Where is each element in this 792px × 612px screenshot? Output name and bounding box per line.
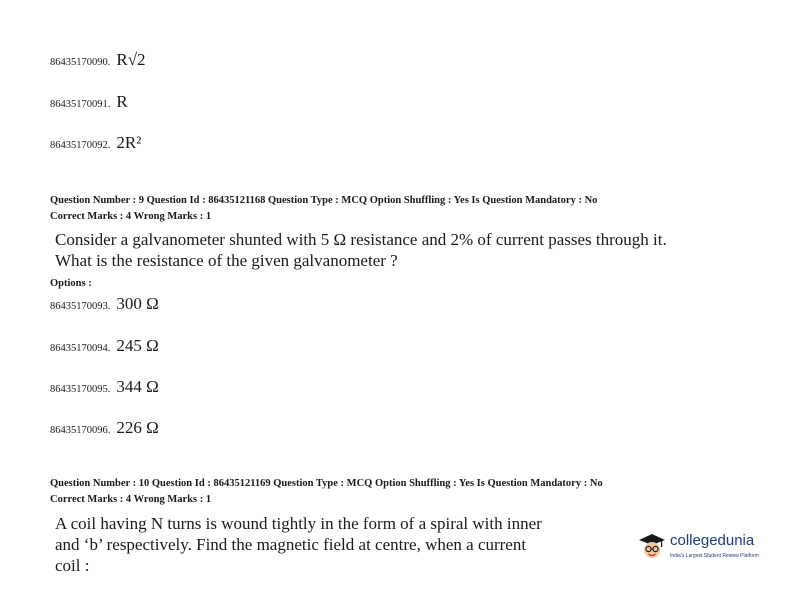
option-row: [50, 377, 159, 397]
option-value: R: [116, 92, 128, 111]
option-value: 226 Ω: [116, 418, 159, 437]
option-value: 300 Ω: [116, 294, 159, 313]
question-meta: Question Number : 9 Question Id : 86435121168 Question Type : MCQ Option Shuffling : Yes Is Question Mandatory : No: [50, 195, 598, 206]
option-row: [50, 50, 146, 70]
logo-wordmark: collegedunia: [670, 532, 755, 549]
option-value: R√2: [116, 50, 146, 69]
question-text: A coil having N turns is wound tightly in the form of a spiral with inner: [55, 514, 542, 533]
option-id: 86435170092.: [50, 140, 111, 151]
question-meta: Question Number : 10 Question Id : 86435121169 Question Type : MCQ Option Shuffling : Yes Is Question Mandatory : No: [50, 478, 603, 489]
graduate-mascot-icon: [638, 532, 666, 560]
option-row: [50, 294, 159, 314]
option-row: [50, 92, 128, 112]
option-row: [50, 418, 159, 438]
option-value: 344 Ω: [116, 377, 159, 396]
option-value: 245 Ω: [116, 336, 159, 355]
option-id: 86435170091.: [50, 99, 111, 110]
option-row: [50, 133, 141, 153]
marks-meta: Correct Marks : 4 Wrong Marks : 1: [50, 211, 212, 222]
option-id: 86435170093.: [50, 301, 111, 312]
option-id: 86435170096.: [50, 425, 111, 436]
option-row: [50, 336, 159, 356]
collegedunia-logo: [632, 526, 774, 572]
question-text: What is the resistance of the given galvanometer ?: [55, 251, 398, 270]
option-value: 2R²: [116, 133, 142, 152]
logo-tagline: India's Largest Student Review Platform: [670, 553, 759, 559]
options-label: Options :: [50, 278, 92, 289]
option-id: 86435170094.: [50, 343, 111, 354]
question-text: Consider a galvanometer shunted with 5 Ω resistance and 2% of current passes through it.: [55, 230, 667, 249]
question-text: and ‘b’ respectively. Find the magnetic field at centre, when a current: [55, 535, 527, 554]
option-id: 86435170095.: [50, 384, 111, 395]
question-text: coil :: [55, 556, 90, 575]
option-id: 86435170090.: [50, 57, 111, 68]
marks-meta: Correct Marks : 4 Wrong Marks : 1: [50, 494, 212, 505]
